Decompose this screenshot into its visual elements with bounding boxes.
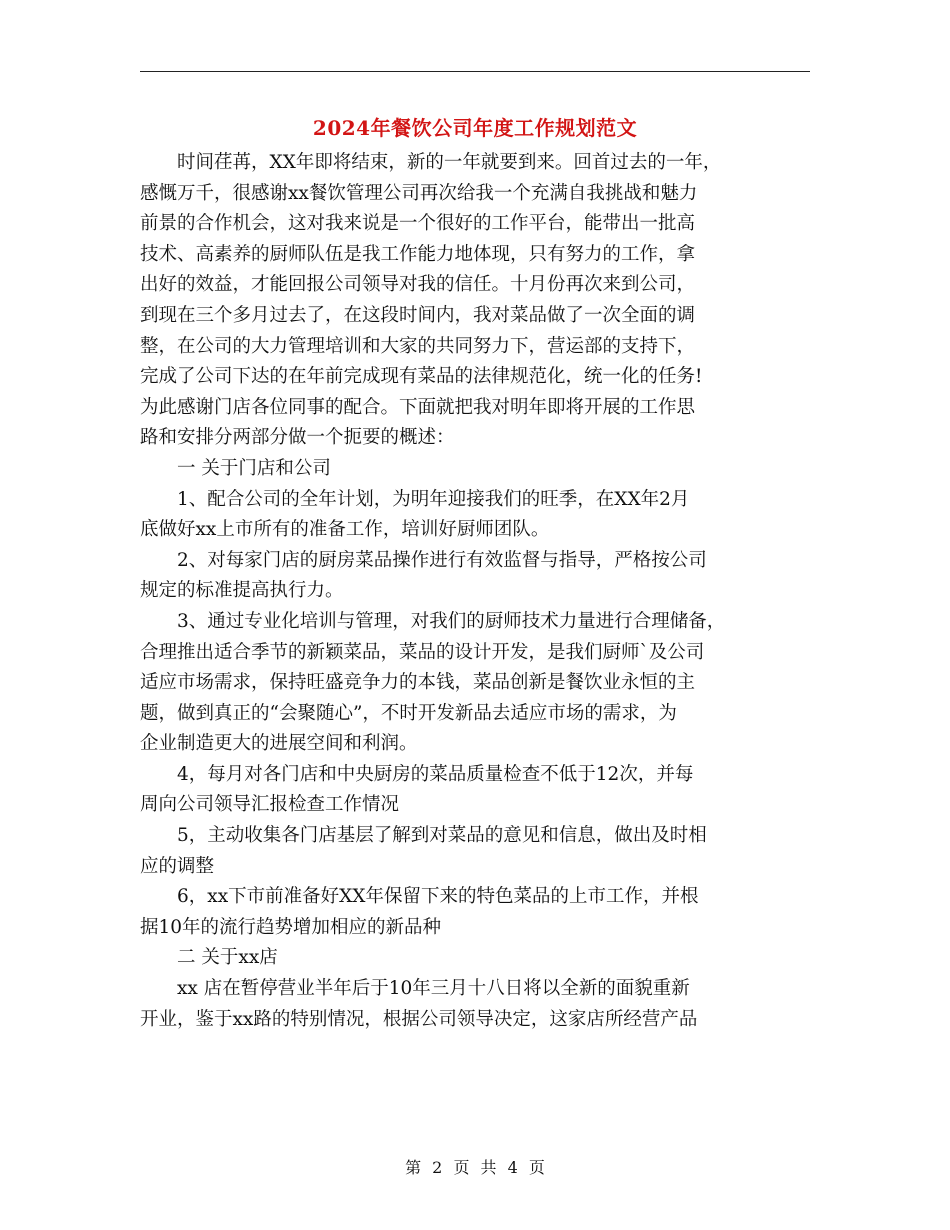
text-line: 企业制造更大的进展空间和利润。 [140,733,418,755]
text-line: 为此感谢门店各位同事的配合。下面就把我对明年即将开展的工作思 [140,396,696,418]
text-line: 据10年的流行趋势增加相应的新品种 [140,916,442,938]
text-line: 时间荏苒，XX年即将结束，新的一年就要到来。回首过去的一年， [140,152,722,173]
text-line: 前景的合作机会，这对我来说是一个很好的工作平台，能带出一批高 [140,213,696,235]
text-line: 适应市场需求，保持旺盛竞争力的本钱，菜品创新是餐饮业永恒的主 [140,672,696,694]
text-line: 感慨万千，很感谢xx餐饮管理公司再次给我一个充满自我挑战和魅力 [140,182,698,204]
text-line: 开业，鉴于xx路的特别情况，根据公司领导决定，这家店所经营产品 [140,1008,698,1030]
text-line: 完成了公司下达的在年前完成现有菜品的法律规范化，统一化的任务! [140,366,703,388]
text-line: 6，xx下市前准备好XX年保留下来的特色菜品的上市工作，并根 [140,886,699,908]
document-title: 2024年餐饮公司年度工作规划范文 [312,116,638,140]
text-line: 出好的效益，才能回报公司领导对我的信任。十月份再次来到公司， [140,274,696,296]
text-line: 合理推出适合季节的新颖菜品，菜品的设计开发，是我们厨师`及公司 [140,641,705,663]
text-line: xx 店在暂停营业半年后于10年三月十八日将以全新的面貌重新 [140,978,690,1000]
page-footer: 第 2 页 共 4 页 [405,1158,545,1177]
text-line: 一 关于门店和公司 [140,457,331,479]
text-line: 规定的标准提高执行力。 [140,580,344,602]
text-line: 周向公司领导汇报检查工作情况 [140,794,400,816]
text-line: 5，主动收集各门店基层了解到对菜品的意见和信息，做出及时相 [140,825,707,847]
text-line: 二 关于xx店 [140,947,278,969]
text-line: 题，做到真正的“会聚随心”，不时开发新品去适应市场的需求，为 [140,702,677,724]
text-line: 技术、高素养的厨师队伍是我工作能力地体现，只有努力的工作，拿 [140,243,696,265]
text-line: 到现在三个多月过去了，在这段时间内，我对菜品做了一次全面的调 [140,304,696,326]
text-line: 3、通过专业化培训与管理，对我们的厨师技术力量进行合理储备， [140,610,726,632]
text-line: 底做好xx上市所有的准备工作，培训好厨师团队。 [140,519,550,541]
text-line: 应的调整 [140,855,215,877]
text-line: 路和安排分两部分做一个扼要的概述： [140,427,455,449]
header-rule [140,71,810,72]
document-body [140,148,820,1035]
text-line: 整，在公司的大力管理培训和大家的共同努力下，营运部的支持下， [140,335,696,357]
text-line: 2、对每家门店的厨房菜品操作进行有效监督与指导，严格按公司 [140,549,707,571]
text-line: 1、配合公司的全年计划，为明年迎接我们的旺季，在XX年2月 [140,488,690,510]
text-line: 4，每月对各门店和中央厨房的菜品质量检查不低于12次，并每 [140,763,694,785]
